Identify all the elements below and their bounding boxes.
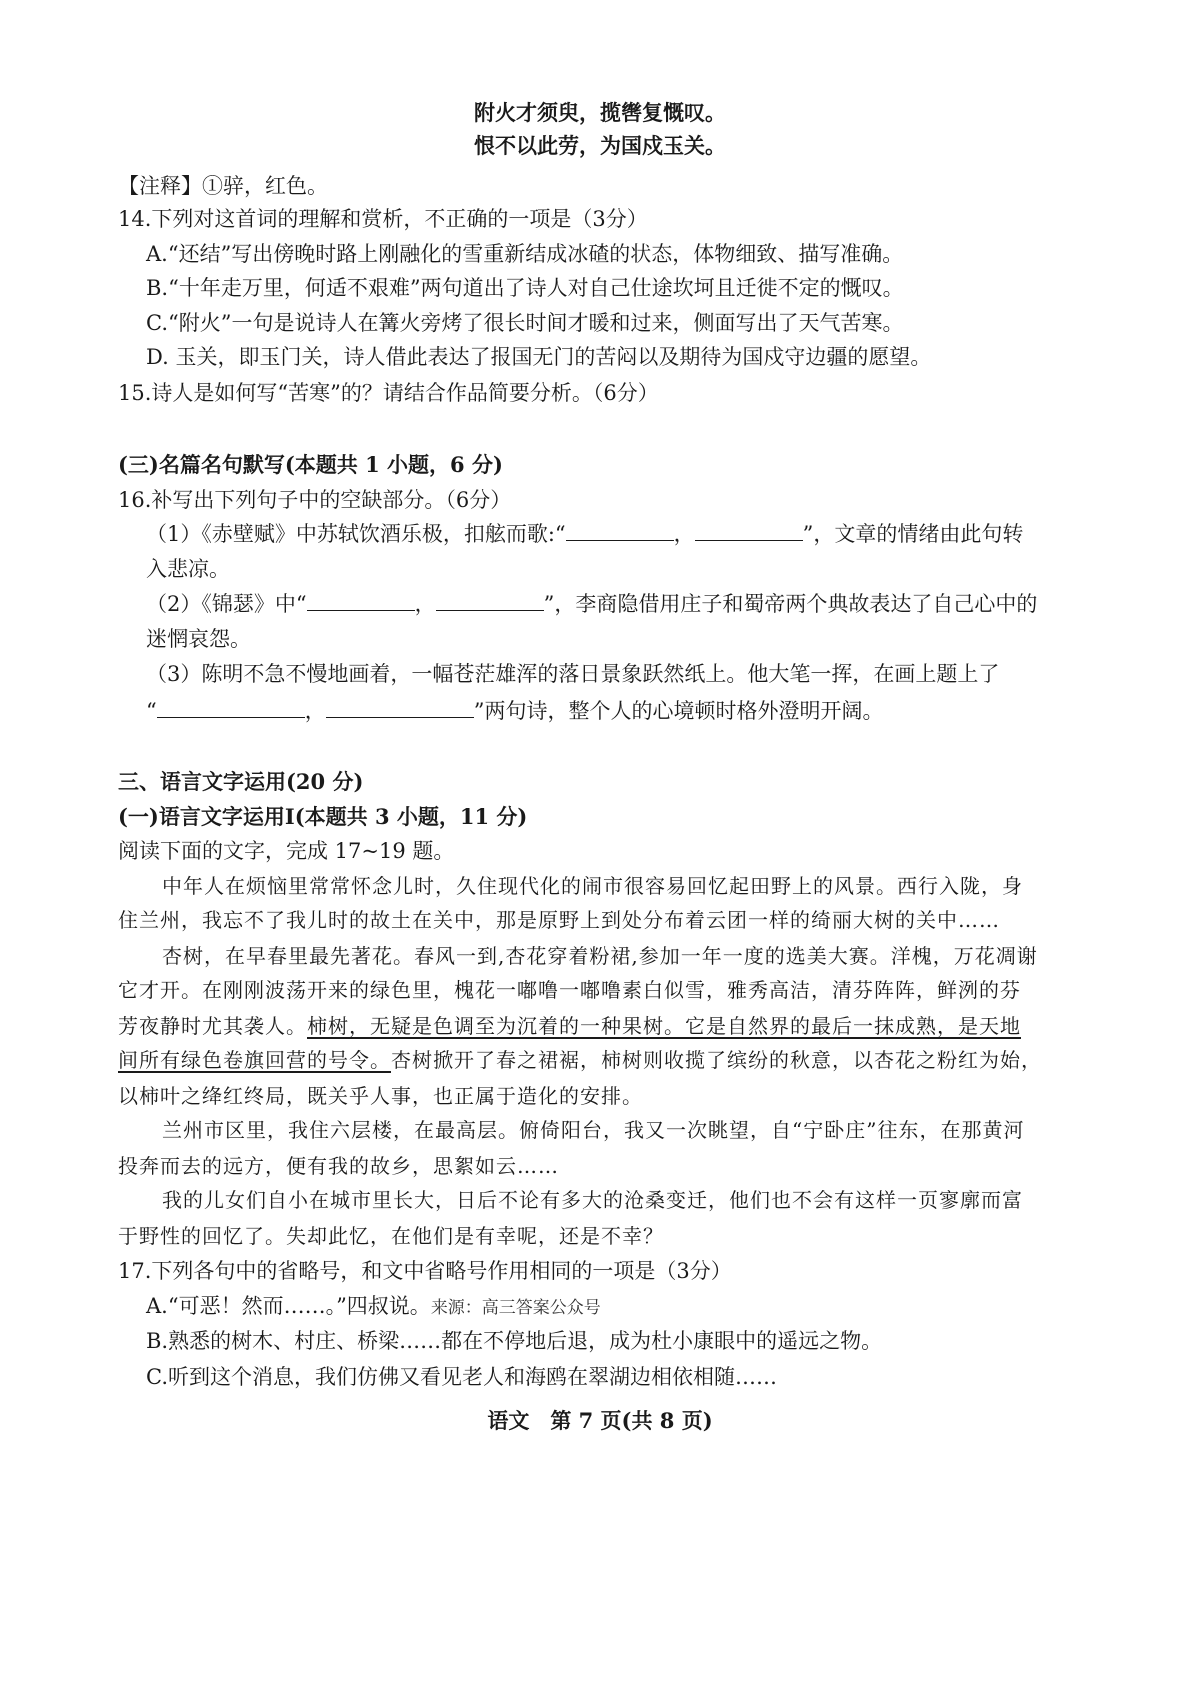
q17-a-text: A.“可恶！然而……。”四叔说。: [146, 1294, 431, 1318]
item-2-comma: ，: [414, 592, 436, 616]
blank-2b[interactable]: [436, 590, 544, 611]
question-16-item-3-cont: [146, 697, 883, 725]
item-1-text-a: （1）《赤壁赋》中苏轼饮酒乐极，扣舷而歌:“: [146, 522, 566, 546]
passage-p1-line-2: 住兰州，我忘不了我儿时的故土在关中，那是原野上到处分布着云团一样的绮丽大树的关中……: [118, 908, 1000, 932]
question-14-option-b: B.“十年走万里，何适不艰难”两句道出了诗人对自己仕途坎坷且迁徙不定的慨叹。: [146, 276, 904, 300]
blank-3a[interactable]: [157, 697, 305, 718]
question-16-item-1-cont: 入悲凉。: [146, 557, 230, 581]
blank-1b[interactable]: [695, 520, 803, 541]
item-3-text-b: ”两句诗，整个人的心境顿时格外澄明开阔。: [473, 699, 884, 723]
page-footer: 语文 第 7 页(共 8 页): [487, 1408, 713, 1433]
reading-instruction: 阅读下面的文字，完成 17~19 题。: [118, 839, 455, 863]
passage-p2-line-3: [118, 1012, 1021, 1040]
item-2-text-a: （2）《锦瑟》中“: [146, 592, 307, 616]
question-14-option-a: A.“还结”写出傍晚时路上刚融化的雪重新结成冰碴的状态，体物细致、描写准确。: [146, 242, 904, 266]
question-15: 15.诗人是如何写“苦寒”的？请结合作品简要分析。（6分）: [118, 381, 659, 405]
passage-p1-line-1: 中年人在烦恼里常常怀念儿时，久住现代化的闹市很容易回忆起田野上的风景。西行入陇，身: [162, 874, 1023, 898]
annotation-note: 【注释】①骍，红色。: [118, 174, 328, 198]
poem-line-2: 恨不以此劳，为国戍玉关。: [474, 133, 726, 158]
question-16-item-2: [146, 590, 1037, 618]
question-17-option-c: C.听到这个消息，我们仿佛又看见老人和海鸥在翠湖边相依相随……: [146, 1365, 777, 1389]
item-3-open-quote: “: [146, 699, 157, 723]
question-16-stem: 16.补写出下列句子中的空缺部分。（6分）: [118, 488, 512, 512]
item-1-text-b: ”，文章的情绪由此句转: [802, 522, 1024, 546]
passage-p2-line-5: 以柿叶之绛红终局，既关乎人事，也正属于造化的安排。: [118, 1084, 643, 1108]
question-16-item-2-cont: 迷惘哀怨。: [146, 627, 251, 651]
part-3-subheading: (一)语言文字运用Ⅰ(本题共 3 小题，11 分): [118, 804, 528, 829]
blank-3b[interactable]: [326, 697, 474, 718]
question-14-stem: 14.下列对这首词的理解和赏析，不正确的一项是（3分）: [118, 207, 648, 231]
section-3-heading: (三)名篇名句默写(本题共 1 小题，6 分): [118, 452, 503, 477]
question-14-option-d: D. 玉关，即玉门关，诗人借此表达了报国无门的苦闷以及期待为国戍守边疆的愿望。: [146, 345, 932, 369]
item-2-text-b: ”，李商隐借用庄子和蜀帝两个典故表达了自己心中的: [543, 592, 1038, 616]
part-3-heading: 三、语言文字运用(20 分): [118, 769, 364, 794]
passage-p2-line-4: [118, 1046, 1042, 1074]
passage-p2-line-3-pre: 芳夜静时尤其袭人。: [118, 1014, 307, 1038]
question-17-option-a: [146, 1292, 601, 1322]
question-17-option-b: B.熟悉的树木、村庄、桥梁……都在不停地后退，成为杜小康眼中的遥远之物。: [146, 1329, 883, 1353]
passage-p2-line-2: 它才开。在刚刚波荡开来的绿色里，槐花一嘟噜一嘟噜素白似雪，雅秀高洁，清芬阵阵，鲜洌的芬: [118, 978, 1021, 1002]
blank-1a[interactable]: [566, 520, 674, 541]
passage-p4-line-1: 我的儿女们自小在城市里长大，日后不论有多大的沧桑变迁，他们也不会有这样一页寥廓而富: [162, 1188, 1023, 1212]
passage-p3-line-2: 投奔而去的远方，便有我的故乡，思絮如云……: [118, 1154, 559, 1178]
passage-p3-line-1: 兰州市区里，我住六层楼，在最高层。俯倚阳台，我又一次眺望，自“宁卧庄”往东，在那黄河: [162, 1118, 1025, 1142]
passage-p2-line-4-post: 杏树掀开了春之裙裾，柿树则收揽了缤纷的秋意，以杏花之粉红为始，: [391, 1048, 1042, 1072]
item-3-comma: ，: [304, 699, 326, 723]
underlined-sentence-b: 间所有绿色卷旗回营的号令。: [118, 1048, 391, 1072]
underlined-sentence-a: 柿树，无疑是色调至为沉着的一种果树。它是自然界的最后一抹成熟，是天地: [307, 1014, 1021, 1038]
poem-line-1: 附火才须臾，揽辔复慨叹。: [474, 100, 726, 125]
item-1-comma: ，: [673, 522, 695, 546]
question-16-item-1: [146, 520, 1023, 548]
source-watermark: 来源：高三答案公众号: [430, 1298, 601, 1318]
passage-p4-line-2: 于野性的回忆了。失却此忆，在他们是有幸呢，还是不幸？: [118, 1224, 664, 1248]
blank-2a[interactable]: [307, 590, 415, 611]
question-16-item-3: （3）陈明不急不慢地画着，一幅苍茫雄浑的落日景象跃然纸上。他大笔一挥，在画上题上了: [146, 662, 1000, 686]
question-17-stem: 17.下列各句中的省略号，和文中省略号作用相同的一项是（3分）: [118, 1259, 732, 1283]
passage-p2-line-1: 杏树，在早春里最先著花。春风一到,杏花穿着粉裙,参加一年一度的选美大赛。洋槐，万花凋谢: [162, 944, 1038, 968]
question-14-option-c: C.“附火”一句是说诗人在篝火旁烤了很长时间才暖和过来，侧面写出了天气苦寒。: [146, 311, 904, 335]
